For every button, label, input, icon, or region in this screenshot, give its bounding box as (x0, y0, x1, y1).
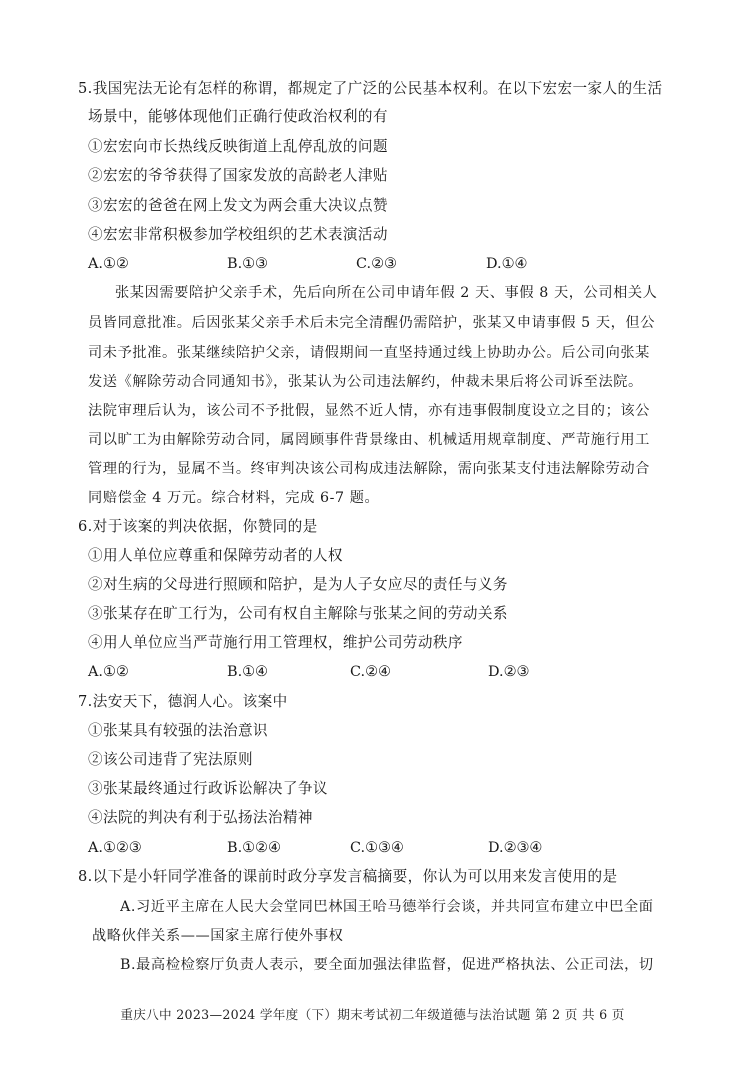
q6-option-b: B.①④ (227, 664, 268, 680)
q7-option-c: C.①③④ (350, 840, 404, 856)
q6-item-2: ②对生病的父母进行照顾和陪护，是为人子女应尽的责任与义务 (88, 576, 508, 593)
material-line-4: 发送《解除劳动合同通知书》，张某认为公司违法解约，仲裁未果后将公司诉至法院。 (88, 374, 643, 390)
q6-stem: 6.对于该案的判决依据，你赞同的是 (78, 518, 318, 535)
q6-item-4: ④用人单位应当严苛施行用工管理权，维护公司劳动秩序 (88, 634, 463, 651)
q5-options (88, 254, 673, 274)
material-line-7: 管理的行为，显属不当。终审判决该公司构成违法解除，需向张某支付违法解除劳动合 (88, 461, 650, 477)
q8-option-a-line1: A.习近平主席在人民大会堂同巴林国王哈马德举行会谈，并共同宣布建立中巴全面 (120, 899, 654, 915)
q5-option-c: C.②③ (356, 256, 397, 272)
material-line-1: 张某因需要陪护父亲手术，先后向所在公司申请年假 2 天、事假 8 天，公司相关人 (115, 285, 658, 301)
q8-option-b-line1: B.最高检检察厅负责人表示，要全面加强法律监督，促进严格执法、公正司法，切 (120, 957, 654, 973)
q6-option-d: D.②③ (488, 664, 530, 680)
q6-item-1: ①用人单位应尊重和保障劳动者的人权 (88, 547, 343, 564)
q7-option-d: D.②③④ (488, 840, 543, 856)
q6-options (88, 662, 673, 682)
q5-stem-line2: 场景中，能够体现他们正确行使政治权利的有 (88, 108, 388, 125)
material-line-3: 司未予批准。张某继续陪护父亲，请假期间一直坚持通过线上协助办公。后公司向张某 (88, 345, 650, 361)
q7-option-a: A.①②③ (88, 840, 142, 856)
q5-item-2: ②宏宏的爷爷获得了国家发放的高龄老人津贴 (88, 167, 388, 184)
q5-item-3: ③宏宏的爸爸在网上发文为两会重大决议点赞 (88, 197, 388, 214)
page-footer: 重庆八中 2023—2024 学年度（下）期末考试初二年级道德与法治试题 第 2 页 共 6 页 (120, 1007, 625, 1022)
q8-option-a-line2: 战略伙伴关系——国家主席行使外事权 (92, 928, 344, 944)
q7-options (88, 838, 673, 858)
q7-stem: 7.法安天下，德润人心。该案中 (78, 693, 288, 710)
q5-item-1: ①宏宏向市长热线反映街道上乱停乱放的问题 (88, 138, 388, 155)
q7-item-1: ①张某具有较强的法治意识 (88, 722, 268, 739)
material-line-5: 法院审理后认为，该公司不予批假，显然不近人情，亦有违事假制度设立之目的；该公 (88, 403, 650, 419)
material-line-6: 司以旷工为由解除劳动合同，属罔顾事件背景缘由、机械适用规章制度、严苛施行用工 (88, 432, 650, 448)
q7-option-b: B.①②④ (227, 840, 281, 856)
material-line-8: 同赔偿金 4 万元。综合材料，完成 6-7 题。 (88, 490, 380, 506)
q6-option-c: C.②④ (350, 664, 391, 680)
material-line-2: 员皆同意批准。后因张某父亲手术后未完全清醒仍需陪护，张某又申请事假 5 天，但公 (88, 315, 655, 331)
q5-stem-line1: 5.我国宪法无论有怎样的称谓，都规定了广泛的公民基本权利。在以下宏宏一家人的生活 (78, 80, 663, 97)
q7-item-2: ②该公司违背了宪法原则 (88, 751, 253, 768)
q5-option-b: B.①③ (227, 256, 268, 272)
q6-option-a: A.①② (88, 664, 129, 680)
q7-item-3: ③张某最终通过行政诉讼解决了争议 (88, 780, 328, 797)
q6-item-3: ③张某存在旷工行为，公司有权自主解除与张某之间的劳动关系 (88, 605, 508, 622)
q8-stem: 8.以下是小轩同学准备的课前时政分享发言稿摘要，你认为可以用来发言使用的是 (78, 868, 618, 885)
q5-item-4: ④宏宏非常积极参加学校组织的艺术表演活动 (88, 226, 388, 243)
q5-option-d: D.①④ (486, 256, 528, 272)
q5-option-a: A.①② (88, 256, 129, 272)
q7-item-4: ④法院的判决有利于弘扬法治精神 (88, 809, 313, 826)
